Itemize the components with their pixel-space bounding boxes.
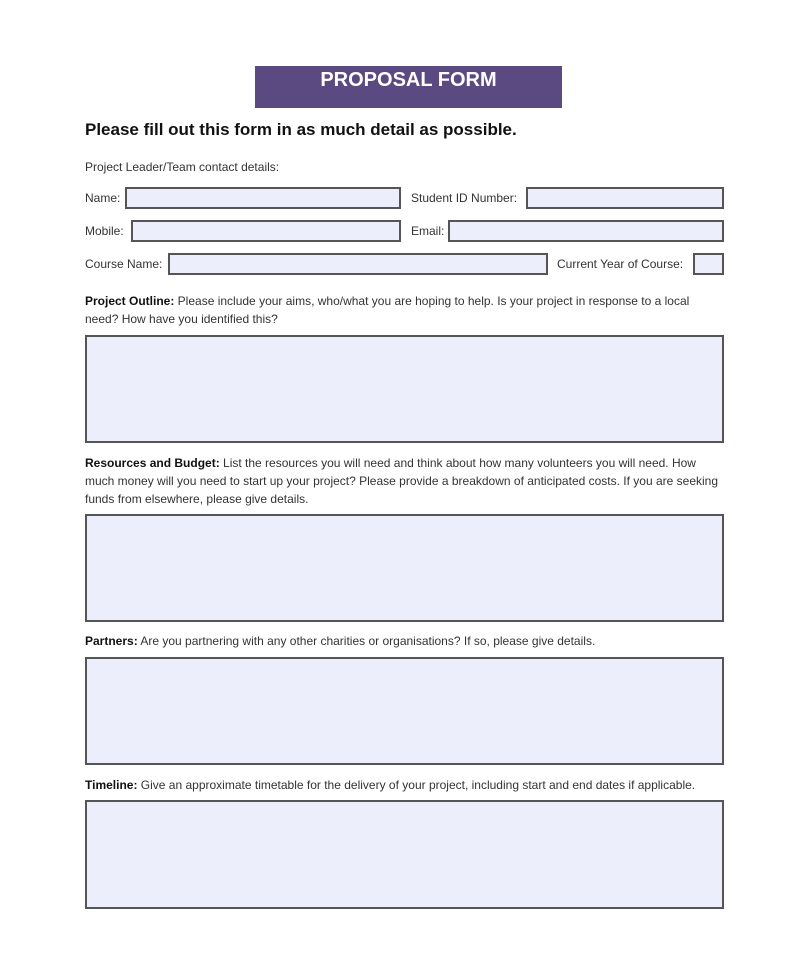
- student-id-field[interactable]: [526, 187, 724, 209]
- student-id-label: Student ID Number:: [411, 191, 518, 205]
- email-field[interactable]: [448, 220, 724, 242]
- contact-intro: Project Leader/Team contact details:: [85, 160, 280, 174]
- timeline-field[interactable]: [85, 800, 724, 909]
- project-outline-prompt: [85, 292, 725, 328]
- section-label: Timeline:: [85, 778, 138, 792]
- timeline-prompt: [85, 776, 725, 794]
- section-label: Partners:: [85, 634, 138, 648]
- section-text: Give an approximate timetable for the delivery of your project, including start and end dates if applicable.: [137, 778, 696, 792]
- section-label: Resources and Budget:: [85, 456, 220, 470]
- section-text: Are you partnering with any other charities or organisations? If so, please give details.: [137, 634, 596, 648]
- current-year-label: Current Year of Course:: [557, 257, 684, 271]
- course-name-label: Course Name:: [85, 257, 163, 271]
- partners-prompt: [85, 632, 725, 650]
- section-text: Please include your aims, who/what you are hoping to help. Is your project in response to a local need? How have you identified this?: [85, 294, 690, 326]
- mobile-field[interactable]: [131, 220, 401, 242]
- form-heading: Please fill out this form in as much detail as possible.: [85, 120, 517, 139]
- section-text: List the resources you will need and think about how many volunteers you will need. How much money will you need to start up your project? Please provide a breakdown of anticipated costs. If you are seeking funds from elsewhere, please give details.: [85, 456, 719, 506]
- name-field[interactable]: [125, 187, 401, 209]
- project-outline-field[interactable]: [85, 335, 724, 443]
- mobile-label: Mobile:: [85, 224, 124, 238]
- name-label: Name:: [85, 191, 121, 205]
- resources-budget-prompt: [85, 454, 725, 508]
- current-year-field[interactable]: [693, 253, 724, 275]
- email-label: Email:: [411, 224, 445, 238]
- resources-budget-field[interactable]: [85, 514, 724, 622]
- form-title-banner: PROPOSAL FORM: [255, 66, 562, 108]
- section-label: Project Outline:: [85, 294, 175, 308]
- course-name-field[interactable]: [168, 253, 548, 275]
- partners-field[interactable]: [85, 657, 724, 765]
